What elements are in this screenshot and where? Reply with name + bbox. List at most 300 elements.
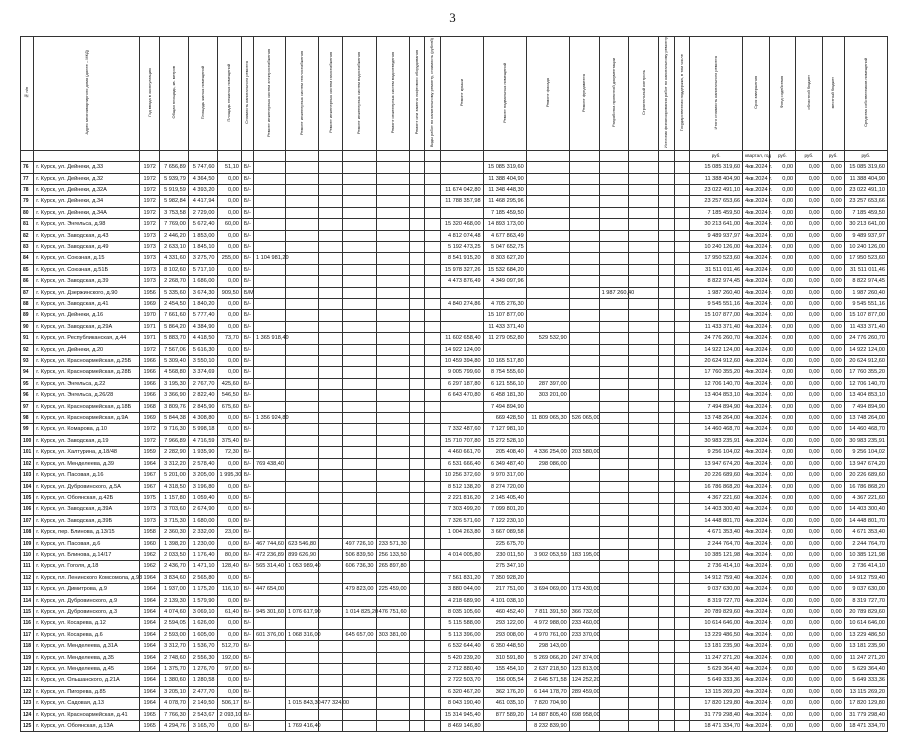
year-cell: 1964 — [140, 584, 160, 595]
nonliving-area-cell: 0,00 — [217, 618, 241, 629]
total-area-cell: 9 716,30 — [160, 424, 189, 435]
header-work-type: Ремонт фасада — [526, 37, 569, 151]
work-cost-cell — [674, 435, 689, 446]
work-cost-cell: 205 408,40 — [483, 447, 526, 458]
address-cell: г. Курск, ул. Дубровинского, д.9 — [34, 595, 140, 606]
work-cost-cell — [629, 207, 659, 218]
row-number: 77 — [21, 173, 34, 184]
unit-rub: руб. — [690, 151, 743, 162]
work-cost-cell — [376, 641, 409, 652]
deadline-cell: 4кв.2024 г. — [743, 219, 770, 230]
work-cost-cell — [425, 424, 440, 435]
header-deadline: Срок завершения — [743, 37, 770, 151]
address-cell: г. Курск, ул. Халтурина, д.18/48 — [34, 447, 140, 458]
work-cost-cell: 1 076 617,90 — [286, 606, 319, 617]
work-cost-cell — [319, 515, 343, 526]
year-cell: 1964 — [140, 606, 160, 617]
total-area-cell: 5 883,70 — [160, 333, 189, 344]
deadline-cell: 4кв.2024 г. — [743, 492, 770, 503]
work-cost-cell — [569, 641, 599, 652]
work-cost-cell — [286, 652, 319, 663]
regional-cell: 0,00 — [796, 299, 823, 310]
work-cost-cell: 5 113 396,00 — [440, 629, 483, 640]
header-year: Год ввода в эксплуатацию — [140, 37, 160, 151]
ceiling-cell: Б/- — [241, 504, 253, 515]
deadline-cell: 4кв.2024 г. — [743, 641, 770, 652]
work-cost-cell — [526, 276, 569, 287]
nonliving-area-cell: 73,70 — [217, 333, 241, 344]
work-cost-cell — [425, 367, 440, 378]
work-cost-cell — [599, 595, 629, 606]
total-area-cell: 1 157,80 — [160, 492, 189, 503]
work-cost-cell — [253, 173, 285, 184]
work-cost-cell — [599, 629, 629, 640]
work-cost-cell — [343, 424, 376, 435]
work-cost-cell — [599, 321, 629, 332]
work-cost-cell — [629, 549, 659, 560]
total-cost-cell: 14 912 759,40 — [690, 572, 743, 583]
work-cost-cell — [440, 162, 483, 173]
work-cost-cell — [599, 310, 629, 321]
work-cost-cell — [343, 572, 376, 583]
deadline-cell: 4кв.2024 г. — [743, 276, 770, 287]
work-cost-cell — [659, 173, 674, 184]
work-cost-cell — [569, 515, 599, 526]
work-cost-cell — [599, 549, 629, 560]
work-cost-cell — [409, 287, 424, 298]
work-cost-cell — [376, 299, 409, 310]
work-cost-cell — [599, 641, 629, 652]
year-cell: 1973 — [140, 253, 160, 264]
deadline-cell: 4кв.2024 г. — [743, 527, 770, 538]
deadline-cell: 4кв.2024 г. — [743, 470, 770, 481]
local-cell: 0,00 — [822, 321, 844, 332]
work-cost-cell: 217 751,00 — [483, 584, 526, 595]
work-cost-cell — [674, 675, 689, 686]
work-cost-cell — [343, 184, 376, 195]
work-cost-cell — [674, 356, 689, 367]
owners-cell: 13 404 853,10 — [844, 390, 887, 401]
work-cost-cell — [674, 481, 689, 492]
deadline-cell: 4кв.2024 г. — [743, 515, 770, 526]
work-cost-cell — [253, 241, 285, 252]
fund-cell: 0,00 — [769, 641, 796, 652]
ceiling-cell: Б/- — [241, 698, 253, 709]
year-cell: 1973 — [140, 504, 160, 515]
work-cost-cell — [409, 675, 424, 686]
work-cost-cell — [483, 287, 526, 298]
owners-cell: 15 107 877,00 — [844, 310, 887, 321]
fund-cell: 0,00 — [769, 595, 796, 606]
work-cost-cell: 293 122,00 — [483, 618, 526, 629]
nonliving-area-cell: 425,60 — [217, 378, 241, 389]
ceiling-cell: Б/- — [241, 458, 253, 469]
work-cost-cell: 9 005 799,60 — [440, 367, 483, 378]
total-area-cell: 4 331,60 — [160, 253, 189, 264]
work-cost-cell: 1 356 924,80 — [253, 413, 285, 424]
work-cost-cell — [674, 458, 689, 469]
ceiling-cell: Б/- — [241, 435, 253, 446]
address-cell: г. Курск, ул. Гоголя, д.18 — [34, 561, 140, 572]
row-number: 122 — [21, 686, 34, 697]
work-cost-cell — [425, 196, 440, 207]
living-area-cell: 2 565,80 — [188, 572, 217, 583]
work-cost-cell — [659, 356, 674, 367]
work-cost-cell — [526, 321, 569, 332]
owners-cell: 8 319 727,70 — [844, 595, 887, 606]
work-cost-cell — [659, 481, 674, 492]
work-cost-cell — [569, 424, 599, 435]
local-cell: 0,00 — [822, 515, 844, 526]
local-cell: 0,00 — [822, 356, 844, 367]
total-cost-cell: 24 776 260,70 — [690, 333, 743, 344]
local-cell: 0,00 — [822, 652, 844, 663]
owners-cell: 13 947 674,20 — [844, 458, 887, 469]
year-cell: 1964 — [140, 664, 160, 675]
work-cost-cell: 7 326 571,60 — [440, 515, 483, 526]
work-cost-cell: 669 428,50 — [483, 413, 526, 424]
work-cost-cell — [319, 378, 343, 389]
work-cost-cell — [526, 424, 569, 435]
work-cost-cell — [425, 378, 440, 389]
row-number: 107 — [21, 515, 34, 526]
work-cost-cell: 698 958,00 — [569, 709, 599, 720]
work-cost-cell — [629, 162, 659, 173]
work-cost-cell — [253, 709, 285, 720]
work-cost-cell — [409, 207, 424, 218]
nonliving-area-cell: 255,00 — [217, 253, 241, 264]
fund-cell: 0,00 — [769, 184, 796, 195]
work-cost-cell — [376, 173, 409, 184]
work-cost-cell — [253, 595, 285, 606]
work-cost-cell — [526, 230, 569, 241]
work-cost-cell: 4 014 005,80 — [440, 549, 483, 560]
work-cost-cell — [409, 276, 424, 287]
work-cost-cell — [674, 253, 689, 264]
work-cost-cell — [526, 184, 569, 195]
address-cell: г. Курск, ул. Блинова, д.14/17 — [34, 549, 140, 560]
nonliving-area-cell: 60,00 — [217, 219, 241, 230]
work-cost-cell: 1 769 416,40 — [286, 721, 319, 732]
work-cost-cell: 8 541 915,20 — [440, 253, 483, 264]
total-cost-cell: 7 494 894,90 — [690, 401, 743, 412]
fund-cell: 0,00 — [769, 652, 796, 663]
work-cost-cell — [319, 492, 343, 503]
work-cost-cell — [659, 709, 674, 720]
header-work-type: Ремонт фундамента — [569, 37, 599, 151]
work-cost-cell — [286, 390, 319, 401]
work-cost-cell — [409, 664, 424, 675]
owners-cell: 23 022 491,10 — [844, 184, 887, 195]
work-cost-cell — [343, 686, 376, 697]
local-cell: 0,00 — [822, 549, 844, 560]
fund-cell: 0,00 — [769, 698, 796, 709]
work-cost-cell: 1 015 843,30 — [286, 698, 319, 709]
work-cost-cell — [286, 709, 319, 720]
row-number: 86 — [21, 276, 34, 287]
total-cost-cell: 13 748 264,00 — [690, 413, 743, 424]
owners-cell: 11 433 371,40 — [844, 321, 887, 332]
work-cost-cell — [659, 390, 674, 401]
owners-cell: 10 614 646,00 — [844, 618, 887, 629]
work-cost-cell — [629, 652, 659, 663]
unit-rub: руб. — [796, 151, 823, 162]
work-cost-cell — [409, 641, 424, 652]
work-cost-cell: 7 332 487,60 — [440, 424, 483, 435]
work-cost-cell — [286, 253, 319, 264]
work-cost-cell — [659, 333, 674, 344]
work-cost-cell — [425, 173, 440, 184]
owners-cell: 15 085 319,60 — [844, 162, 887, 173]
work-cost-cell: 7 122 230,10 — [483, 515, 526, 526]
deadline-cell: 4кв.2024 г. — [743, 561, 770, 572]
work-cost-cell — [319, 333, 343, 344]
nonliving-area-cell: 0,00 — [217, 686, 241, 697]
work-cost-cell: 4 677 863,49 — [483, 230, 526, 241]
address-cell: г. Курск, ул. Дейнеки, д.32А — [34, 184, 140, 195]
total-cost-cell: 11 388 404,90 — [690, 173, 743, 184]
nonliving-area-cell: 0,00 — [217, 356, 241, 367]
deadline-cell: 4кв.2024 г. — [743, 287, 770, 298]
local-cell: 0,00 — [822, 310, 844, 321]
total-area-cell: 7 966,89 — [160, 435, 189, 446]
work-cost-cell — [253, 276, 285, 287]
work-cost-cell — [659, 264, 674, 275]
work-cost-cell — [286, 321, 319, 332]
work-cost-cell — [674, 413, 689, 424]
work-cost-cell — [629, 321, 659, 332]
row-number: 95 — [21, 378, 34, 389]
work-cost-cell — [409, 333, 424, 344]
work-cost-cell: 1 004 263,80 — [440, 527, 483, 538]
regional-cell: 0,00 — [796, 447, 823, 458]
row-number: 114 — [21, 595, 34, 606]
total-area-cell: 2 748,60 — [160, 652, 189, 663]
work-cost-cell: 3 880 044,00 — [440, 584, 483, 595]
total-area-cell: 2 360,30 — [160, 527, 189, 538]
work-cost-cell: 1 104 981,20 — [253, 253, 285, 264]
fund-cell: 0,00 — [769, 447, 796, 458]
total-area-cell: 2 446,20 — [160, 230, 189, 241]
work-cost-cell — [253, 481, 285, 492]
total-cost-cell: 14 448 801,70 — [690, 515, 743, 526]
work-cost-cell — [659, 664, 674, 675]
work-cost-cell — [425, 504, 440, 515]
living-area-cell: 3 205,00 — [188, 470, 217, 481]
row-number: 111 — [21, 561, 34, 572]
work-cost-cell — [526, 344, 569, 355]
owners-cell: 5 629 364,40 — [844, 664, 887, 675]
work-cost-cell — [629, 413, 659, 424]
work-cost-cell — [253, 641, 285, 652]
work-cost-cell: 298 143,00 — [526, 641, 569, 652]
work-cost-cell — [253, 435, 285, 446]
fund-cell: 0,00 — [769, 538, 796, 549]
work-cost-cell — [629, 184, 659, 195]
owners-cell: 17 950 523,60 — [844, 253, 887, 264]
regional-cell: 0,00 — [796, 184, 823, 195]
work-cost-cell — [409, 344, 424, 355]
owners-cell: 1 987 260,40 — [844, 287, 887, 298]
work-cost-cell — [659, 299, 674, 310]
work-cost-cell: 526 065,00 — [569, 413, 599, 424]
work-cost-cell — [343, 652, 376, 663]
work-cost-cell: 4 101 038,10 — [483, 595, 526, 606]
work-cost-cell — [569, 561, 599, 572]
work-cost-cell: 155 454,10 — [483, 664, 526, 675]
total-cost-cell: 20 789 829,60 — [690, 606, 743, 617]
header-work-type: Ремонт крыши — [440, 37, 483, 151]
work-cost-cell: 203 580,00 — [569, 447, 599, 458]
row-number: 76 — [21, 162, 34, 173]
local-cell: 0,00 — [822, 504, 844, 515]
address-cell: г. Курск, ул. Дубровинского, д.5А — [34, 481, 140, 492]
regional-cell: 0,00 — [796, 207, 823, 218]
ceiling-cell: Б/- — [241, 356, 253, 367]
address-cell: г. Курск, ул. Садовая, д.13 — [34, 698, 140, 709]
work-cost-cell — [376, 184, 409, 195]
year-cell: 1969 — [140, 299, 160, 310]
work-cost-cell — [629, 241, 659, 252]
work-cost-cell — [674, 367, 689, 378]
work-cost-cell — [659, 310, 674, 321]
year-cell: 1959 — [140, 447, 160, 458]
work-cost-cell — [343, 641, 376, 652]
total-cost-cell: 13 115 269,20 — [690, 686, 743, 697]
work-cost-cell — [319, 709, 343, 720]
work-cost-cell: 11 809 065,30 — [526, 413, 569, 424]
living-area-cell: 1 280,58 — [188, 675, 217, 686]
work-cost-cell — [526, 241, 569, 252]
ceiling-cell: Б/- — [241, 515, 253, 526]
work-cost-cell: 601 376,00 — [253, 629, 285, 640]
work-cost-cell — [599, 299, 629, 310]
owners-cell: 8 822 974,45 — [844, 276, 887, 287]
regional-cell: 0,00 — [796, 287, 823, 298]
work-cost-cell — [319, 458, 343, 469]
work-cost-cell — [286, 378, 319, 389]
deadline-cell: 4кв.2024 г. — [743, 652, 770, 663]
work-cost-cell — [376, 458, 409, 469]
work-cost-cell — [376, 241, 409, 252]
work-cost-cell — [425, 549, 440, 560]
work-cost-cell — [569, 378, 599, 389]
total-area-cell: 7 769,00 — [160, 219, 189, 230]
ceiling-cell: Б/- — [241, 196, 253, 207]
regional-cell: 0,00 — [796, 629, 823, 640]
work-cost-cell — [569, 492, 599, 503]
total-area-cell: 7 567,06 — [160, 344, 189, 355]
work-cost-cell — [376, 664, 409, 675]
work-cost-cell — [425, 287, 440, 298]
fund-cell: 0,00 — [769, 584, 796, 595]
work-cost-cell: 3 667 089,58 — [483, 527, 526, 538]
work-cost-cell: 5 192 473,25 — [440, 241, 483, 252]
work-cost-cell — [286, 481, 319, 492]
work-cost-cell — [599, 230, 629, 241]
work-cost-cell: 11 468 295,96 — [483, 196, 526, 207]
deadline-cell: 4кв.2024 г. — [743, 549, 770, 560]
nonliving-area-cell: 506,17 — [217, 698, 241, 709]
regional-cell: 0,00 — [796, 219, 823, 230]
header-total-cost: Итого стоимость капитального ремонта — [690, 37, 743, 151]
work-cost-cell — [286, 207, 319, 218]
table-row — [21, 664, 888, 675]
owners-cell: 30 213 641,00 — [844, 219, 887, 230]
work-cost-cell: 476 751,60 — [376, 606, 409, 617]
work-cost-cell — [674, 184, 689, 195]
work-cost-cell — [343, 618, 376, 629]
work-cost-cell: 2 712 880,40 — [440, 664, 483, 675]
work-cost-cell — [409, 698, 424, 709]
work-cost-cell — [286, 219, 319, 230]
row-number: 120 — [21, 664, 34, 675]
living-area-cell: 2 477,70 — [188, 686, 217, 697]
table-row — [21, 675, 888, 686]
work-cost-cell — [659, 652, 674, 663]
work-cost-cell: 11 433 371,40 — [483, 321, 526, 332]
total-area-cell: 2 454,50 — [160, 299, 189, 310]
work-cost-cell — [409, 629, 424, 640]
table-row — [21, 333, 888, 344]
address-cell: г. Курск, ул. Красноармейская, д.25Б — [34, 356, 140, 367]
total-cost-cell: 12 706 140,70 — [690, 378, 743, 389]
table-row — [21, 264, 888, 275]
work-cost-cell — [425, 584, 440, 595]
work-cost-cell — [425, 470, 440, 481]
living-area-cell: 4 418,50 — [188, 333, 217, 344]
work-cost-cell — [674, 162, 689, 173]
ceiling-cell: Б/М — [241, 287, 253, 298]
work-cost-cell: 15 272 528,10 — [483, 435, 526, 446]
work-cost-cell: 1 068 316,00 — [286, 629, 319, 640]
address-cell: г. Курск, ул. Косарева, д.12 — [34, 618, 140, 629]
local-cell: 0,00 — [822, 447, 844, 458]
address-cell: г. Курск, ул. Красноармейская, д.41 — [34, 709, 140, 720]
address-cell: г. Курск, пер. Блинова, д.13/15 — [34, 527, 140, 538]
regional-cell: 0,00 — [796, 652, 823, 663]
work-cost-cell — [659, 470, 674, 481]
total-cost-cell: 4 671 353,40 — [690, 527, 743, 538]
work-cost-cell: 4 460 661,70 — [440, 447, 483, 458]
work-cost-cell — [409, 184, 424, 195]
work-cost-cell — [425, 664, 440, 675]
living-area-cell: 2 767,70 — [188, 378, 217, 389]
work-cost-cell — [343, 492, 376, 503]
work-cost-cell — [286, 618, 319, 629]
work-cost-cell: 8 303 627,20 — [483, 253, 526, 264]
nonliving-area-cell: 0,00 — [217, 629, 241, 640]
table-row — [21, 253, 888, 264]
work-cost-cell — [425, 184, 440, 195]
local-cell: 0,00 — [822, 538, 844, 549]
work-cost-cell — [674, 721, 689, 732]
year-cell: 1973 — [140, 264, 160, 275]
table-row — [21, 230, 888, 241]
work-cost-cell — [319, 207, 343, 218]
work-cost-cell: 8 512 138,20 — [440, 481, 483, 492]
work-cost-cell — [376, 721, 409, 732]
work-cost-cell — [526, 310, 569, 321]
regional-cell: 0,00 — [796, 378, 823, 389]
work-cost-cell — [425, 253, 440, 264]
work-cost-cell — [319, 424, 343, 435]
work-cost-cell: 11 602 658,40 — [440, 333, 483, 344]
work-cost-cell — [425, 458, 440, 469]
owners-cell: 24 776 260,70 — [844, 333, 887, 344]
work-cost-cell — [409, 299, 424, 310]
total-area-cell: 4 318,50 — [160, 481, 189, 492]
